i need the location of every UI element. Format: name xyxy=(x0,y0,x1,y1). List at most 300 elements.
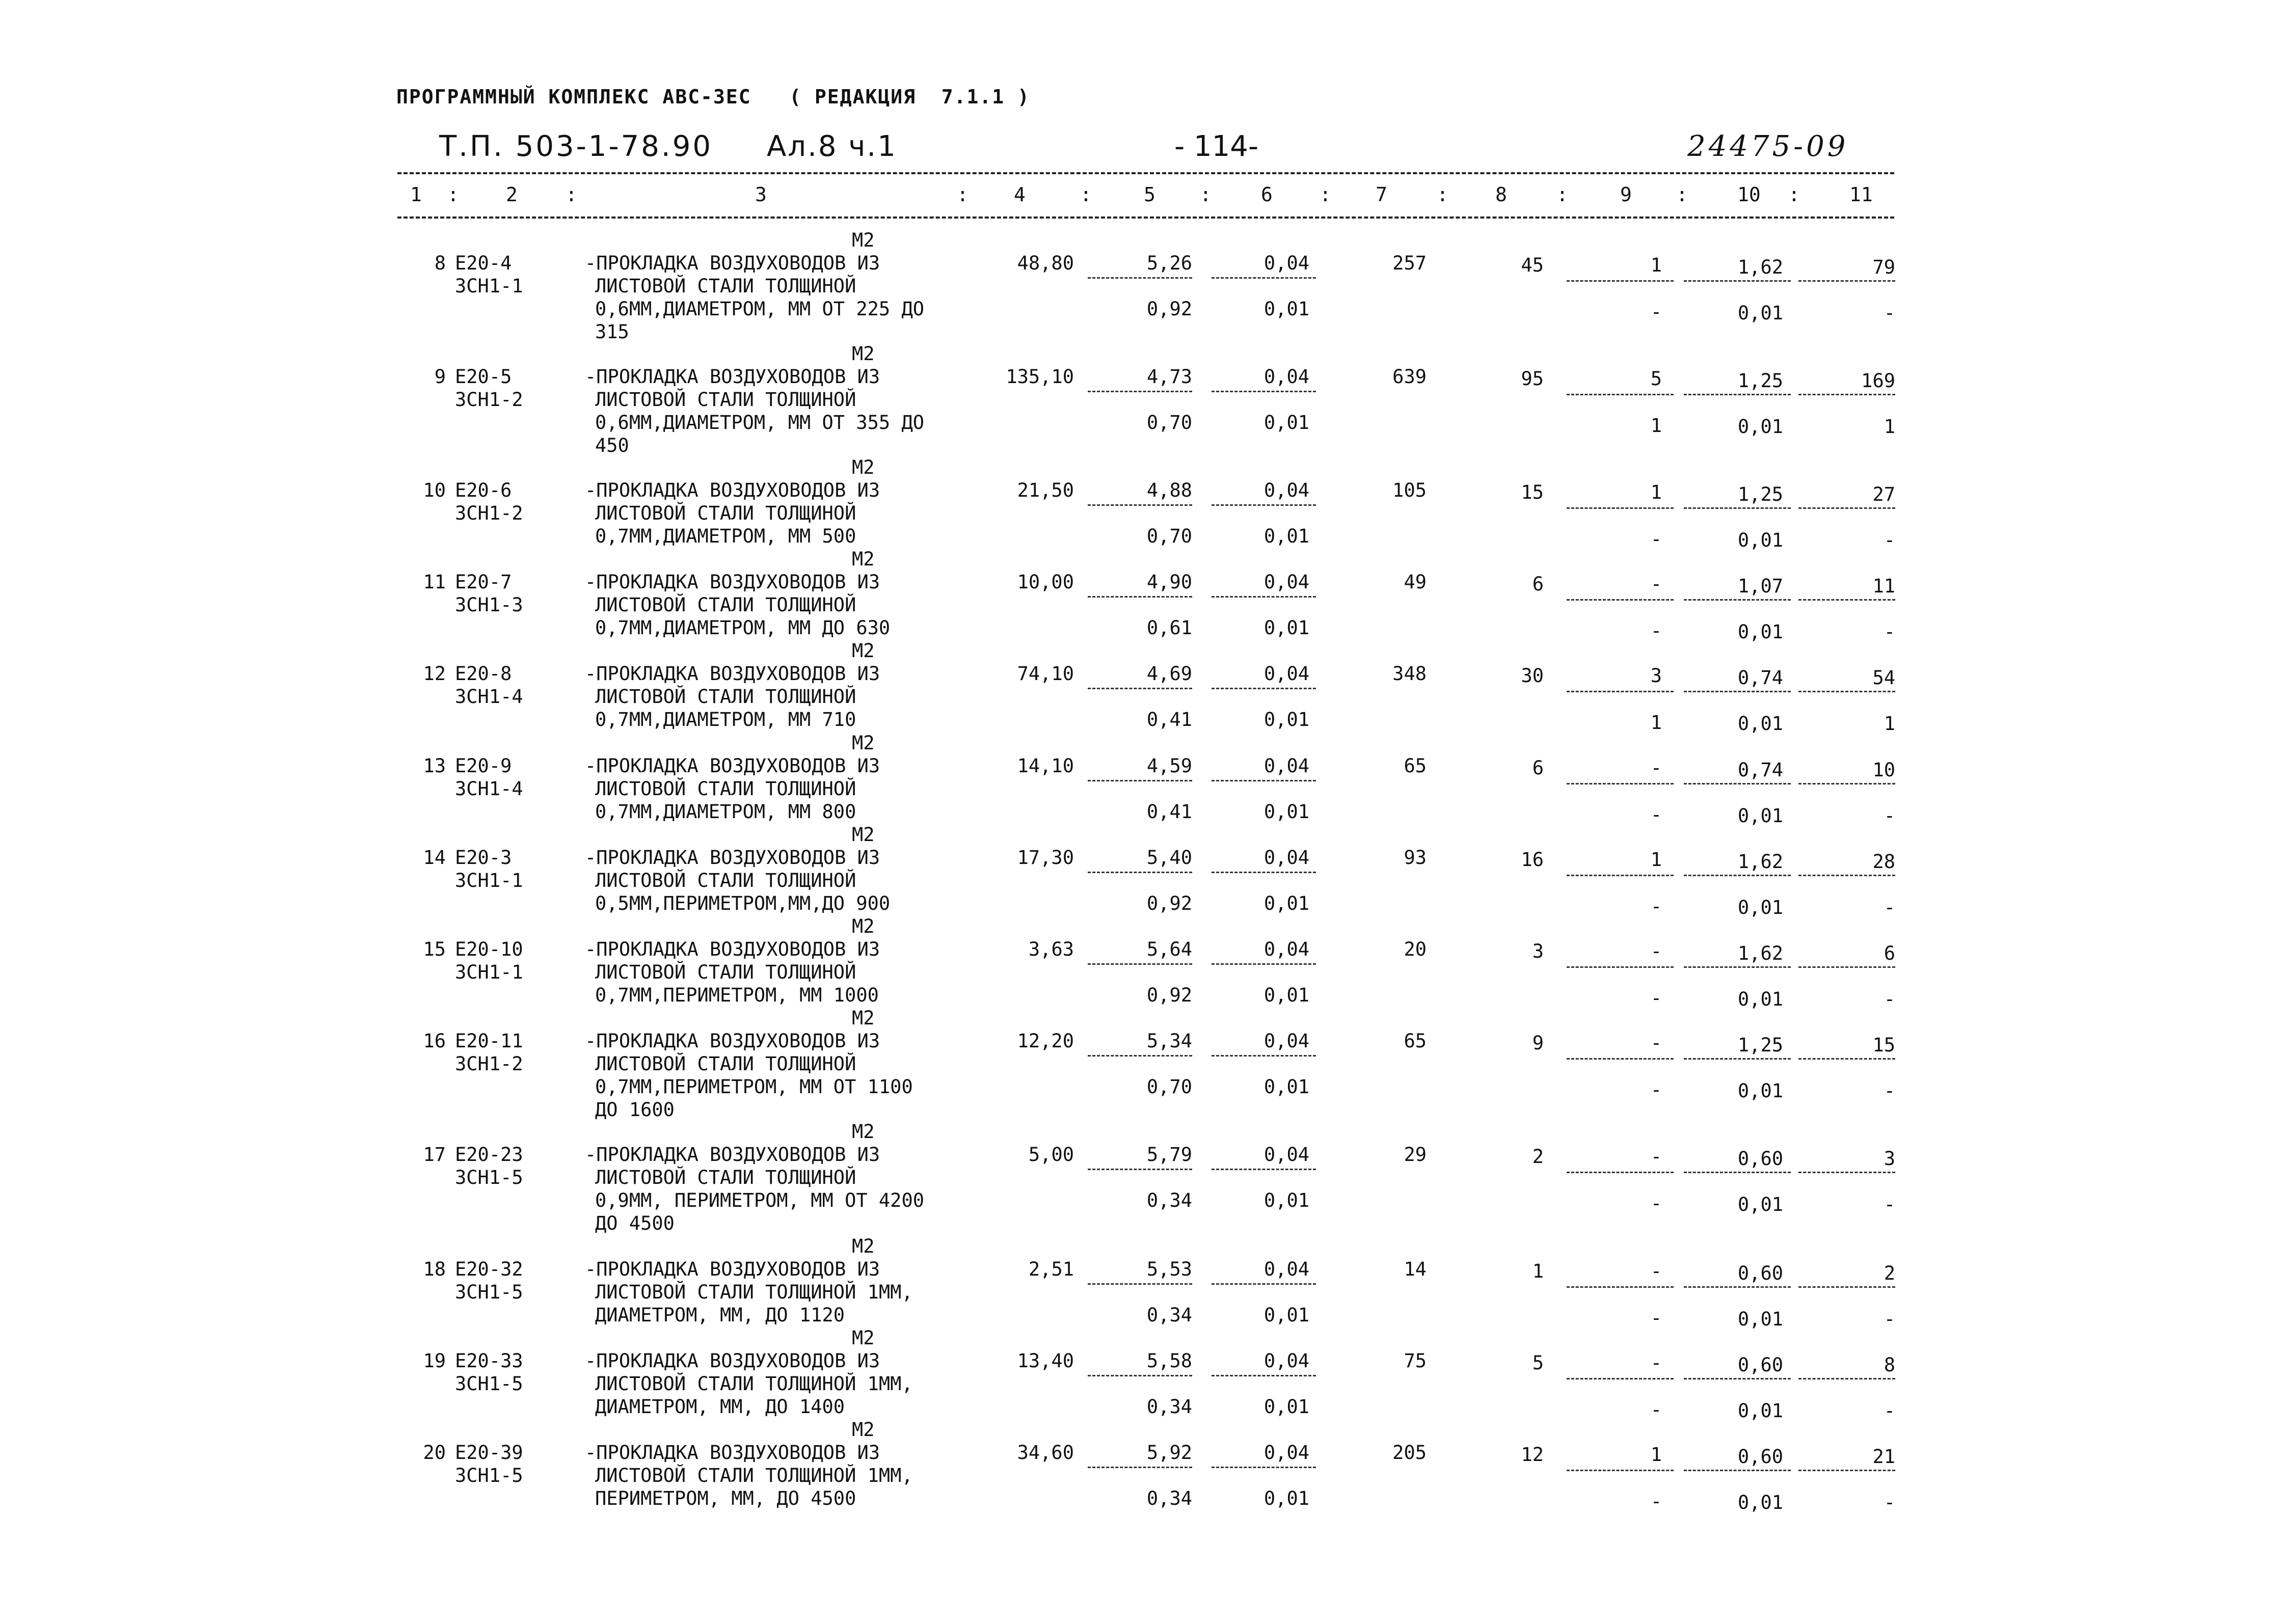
unit-label: М2 xyxy=(852,1327,875,1349)
labour-total-sub-cell: - xyxy=(1884,1080,1895,1102)
description-line: -ПРОКЛАДКА ВОЗДУХОВОДОВ ИЗ xyxy=(585,1442,880,1464)
unit-cost-sub-cell: 0,41 xyxy=(1146,801,1192,823)
fraction-line xyxy=(1212,1055,1316,1057)
fraction-line xyxy=(1684,507,1791,509)
labour-sub-cell: 0,01 xyxy=(1737,1194,1783,1215)
labour-sub-cell: 0,01 xyxy=(1737,805,1783,827)
unit-cost-sub-cell: 0,41 xyxy=(1146,709,1192,730)
fraction-line xyxy=(1088,1169,1192,1170)
fraction-line xyxy=(1798,875,1895,876)
quantity-cell: 5,00 xyxy=(1028,1144,1074,1166)
total-wage-cell: 9 xyxy=(1532,1032,1544,1054)
description-line: ЛИСТОВОЙ СТАЛИ ТОЛЩИНОЙ xyxy=(595,389,856,411)
description-line: ЛИСТОВОЙ СТАЛИ ТОЛЩИНОЙ xyxy=(595,686,856,708)
description-line: ДИАМЕТРОМ, ММ, ДО 1400 xyxy=(595,1396,845,1418)
labour-sub-cell: 0,01 xyxy=(1737,1080,1783,1102)
total-cost-cell: 205 xyxy=(1392,1442,1427,1464)
resource-code: ЗСН1-2 xyxy=(455,502,523,524)
unit-cost-sub-cell: 0,34 xyxy=(1146,1189,1192,1211)
fraction-line xyxy=(1798,783,1895,784)
column-separator: : xyxy=(1080,183,1092,206)
row-number: 20 xyxy=(423,1442,446,1464)
fraction-line xyxy=(1684,1378,1791,1379)
description-line: -ПРОКЛАДКА ВОЗДУХОВОДОВ ИЗ xyxy=(585,252,880,274)
column-separator: : xyxy=(447,183,459,206)
unit-cost-cell: 5,92 xyxy=(1146,1442,1192,1464)
labour-sub-cell: 0,01 xyxy=(1737,897,1783,918)
labour-total-sub-cell: - xyxy=(1884,897,1895,918)
row-number: 8 xyxy=(434,252,446,274)
unit-cost-cell: 5,79 xyxy=(1146,1144,1192,1166)
machine-cell: 1 xyxy=(1650,849,1662,871)
labour-total-sub-cell: - xyxy=(1884,805,1895,827)
machine-sub-cell: 1 xyxy=(1650,712,1662,734)
description-line: -ПРОКЛАДКА ВОЗДУХОВОДОВ ИЗ xyxy=(585,366,880,388)
wage-cost-cell: 0,04 xyxy=(1263,571,1309,593)
total-cost-cell: 65 xyxy=(1404,1030,1427,1052)
description-line: ЛИСТОВОЙ СТАЛИ ТОЛЩИНОЙ xyxy=(595,594,856,616)
labour-total-cell: 169 xyxy=(1861,370,1895,392)
item-code: Е20-7 xyxy=(455,571,512,593)
fraction-line xyxy=(1567,783,1674,784)
fraction-line xyxy=(1088,504,1192,506)
unit-label: М2 xyxy=(852,1419,875,1441)
column-separator: : xyxy=(957,183,969,206)
quantity-cell: 14,10 xyxy=(1017,755,1074,777)
labour-total-sub-cell: 1 xyxy=(1884,416,1895,438)
description-line: 315 xyxy=(595,321,629,343)
column-separator: : xyxy=(1788,183,1800,206)
description-line: ДО 1600 xyxy=(595,1099,675,1121)
labour-total-cell: 27 xyxy=(1872,483,1895,505)
wage-cost-sub-cell: 0,01 xyxy=(1263,1396,1309,1418)
labour-sub-cell: 0,01 xyxy=(1737,713,1783,735)
fraction-line xyxy=(1567,1286,1674,1288)
item-code: Е20-39 xyxy=(455,1442,523,1464)
labour-total-sub-cell: - xyxy=(1884,529,1895,551)
fraction-line xyxy=(1212,277,1316,279)
labour-sub-cell: 0,01 xyxy=(1737,416,1783,438)
fraction-line xyxy=(1567,966,1674,968)
total-cost-cell: 65 xyxy=(1404,755,1427,777)
machine-cell: 3 xyxy=(1650,665,1662,687)
wage-cost-cell: 0,04 xyxy=(1263,479,1309,501)
fraction-line xyxy=(1684,875,1791,876)
wage-cost-sub-cell: 0,01 xyxy=(1263,1487,1309,1509)
resource-code: ЗСН1-5 xyxy=(455,1465,523,1486)
fraction-line xyxy=(1088,596,1192,598)
fraction-line xyxy=(1212,963,1316,965)
column-header-7: 7 xyxy=(1376,183,1387,206)
labour-cell: 1,07 xyxy=(1737,575,1783,597)
fraction-line xyxy=(1567,1172,1674,1173)
description-line: ЛИСТОВОЙ СТАЛИ ТОЛЩИНОЙ xyxy=(595,961,856,983)
unit-cost-sub-cell: 0,61 xyxy=(1146,617,1192,639)
total-wage-cell: 95 xyxy=(1521,368,1544,390)
total-cost-cell: 29 xyxy=(1404,1144,1427,1166)
row-number: 15 xyxy=(423,938,446,960)
total-wage-cell: 12 xyxy=(1521,1444,1544,1466)
total-wage-cell: 6 xyxy=(1532,757,1544,779)
unit-label: М2 xyxy=(852,640,875,662)
unit-cost-cell: 5,53 xyxy=(1146,1258,1192,1280)
labour-total-cell: 11 xyxy=(1872,575,1895,597)
unit-cost-sub-cell: 0,34 xyxy=(1146,1487,1192,1509)
labour-total-cell: 3 xyxy=(1884,1148,1895,1170)
description-line: -ПРОКЛАДКА ВОЗДУХОВОДОВ ИЗ xyxy=(585,1144,880,1166)
row-number: 11 xyxy=(423,571,446,593)
total-cost-cell: 348 xyxy=(1392,663,1427,685)
description-line: 0,9ММ, ПЕРИМЕТРОМ, ММ ОТ 4200 xyxy=(595,1189,925,1211)
wage-cost-sub-cell: 0,01 xyxy=(1263,1076,1309,1098)
fraction-line xyxy=(1684,691,1791,692)
machine-cell: 1 xyxy=(1650,481,1662,503)
labour-cell: 0,60 xyxy=(1737,1148,1783,1170)
item-code: Е20-3 xyxy=(455,847,512,869)
labour-total-cell: 8 xyxy=(1884,1354,1895,1376)
unit-label: М2 xyxy=(852,548,875,570)
fraction-line xyxy=(1567,875,1674,876)
description-line: -ПРОКЛАДКА ВОЗДУХОВОДОВ ИЗ xyxy=(585,479,880,501)
row-number: 9 xyxy=(434,366,446,388)
fraction-line xyxy=(1798,1286,1895,1288)
description-line: 0,7ММ,ДИАМЕТРОМ, ММ 800 xyxy=(595,801,856,823)
column-header-1: 1 xyxy=(410,183,422,206)
description-line: ЛИСТОВОЙ СТАЛИ ТОЛЩИНОЙ 1ММ, xyxy=(595,1465,913,1486)
description-line: -ПРОКЛАДКА ВОЗДУХОВОДОВ ИЗ xyxy=(585,571,880,593)
unit-cost-cell: 4,59 xyxy=(1146,755,1192,777)
labour-total-cell: 6 xyxy=(1884,942,1895,964)
description-line: 0,7ММ,ДИАМЕТРОМ, ММ 710 xyxy=(595,709,856,730)
labour-total-cell: 54 xyxy=(1872,667,1895,689)
header-rule-bottom xyxy=(397,216,1894,219)
row-number: 12 xyxy=(423,663,446,685)
column-header-8: 8 xyxy=(1495,183,1507,206)
wage-cost-cell: 0,04 xyxy=(1263,366,1309,388)
quantity-cell: 3,63 xyxy=(1028,938,1074,960)
row-number: 10 xyxy=(423,479,446,501)
description-line: 0,7ММ,ДИАМЕТРОМ, ММ 500 xyxy=(595,525,856,547)
unit-cost-sub-cell: 0,70 xyxy=(1146,525,1192,547)
labour-cell: 1,62 xyxy=(1737,942,1783,964)
unit-cost-cell: 5,26 xyxy=(1146,252,1192,274)
total-wage-cell: 30 xyxy=(1521,665,1544,687)
fraction-line xyxy=(1798,1470,1895,1471)
unit-label: М2 xyxy=(852,1235,875,1257)
wage-cost-sub-cell: 0,01 xyxy=(1263,412,1309,434)
labour-cell: 0,60 xyxy=(1737,1354,1783,1376)
labour-sub-cell: 0,01 xyxy=(1737,1492,1783,1513)
labour-total-cell: 28 xyxy=(1872,851,1895,873)
fraction-line xyxy=(1798,507,1895,509)
wage-cost-cell: 0,04 xyxy=(1263,1258,1309,1280)
description-line: 450 xyxy=(595,435,629,456)
total-cost-cell: 14 xyxy=(1404,1258,1427,1280)
unit-label: М2 xyxy=(852,343,875,365)
fraction-line xyxy=(1567,1058,1674,1060)
labour-total-cell: 79 xyxy=(1872,256,1895,278)
fraction-line xyxy=(1798,394,1895,395)
total-cost-cell: 93 xyxy=(1404,847,1427,869)
fraction-line xyxy=(1088,872,1192,873)
unit-cost-sub-cell: 0,92 xyxy=(1146,984,1192,1006)
fraction-line xyxy=(1212,1283,1316,1285)
machine-sub-cell: - xyxy=(1650,1307,1662,1329)
labour-sub-cell: 0,01 xyxy=(1737,529,1783,551)
program-title: ПРОГРАММНЫЙ КОМПЛЕКС АВС-3ЕС ( РЕДАКЦИЯ 7.1.1 ) xyxy=(396,86,1030,108)
fraction-line xyxy=(1212,1375,1316,1376)
unit-cost-cell: 4,90 xyxy=(1146,571,1192,593)
column-header-11: 11 xyxy=(1849,183,1873,206)
unit-cost-cell: 4,69 xyxy=(1146,663,1192,685)
fraction-line xyxy=(1567,691,1674,692)
labour-total-sub-cell: - xyxy=(1884,1492,1895,1513)
resource-code: ЗСН1-5 xyxy=(455,1167,523,1188)
fraction-line xyxy=(1567,599,1674,601)
row-number: 18 xyxy=(423,1258,446,1280)
machine-sub-cell: - xyxy=(1650,528,1662,550)
column-separator: : xyxy=(1200,183,1212,206)
machine-sub-cell: - xyxy=(1650,896,1662,917)
header-rule-top xyxy=(397,172,1894,174)
total-wage-cell: 16 xyxy=(1521,849,1544,871)
fraction-line xyxy=(1798,599,1895,601)
item-code: Е20-32 xyxy=(455,1258,523,1280)
labour-total-sub-cell: - xyxy=(1884,1194,1895,1215)
labour-cell: 1,25 xyxy=(1737,1034,1783,1056)
labour-total-cell: 10 xyxy=(1872,759,1895,781)
quantity-cell: 10,00 xyxy=(1017,571,1074,593)
fraction-line xyxy=(1567,394,1674,395)
wage-cost-cell: 0,04 xyxy=(1263,1442,1309,1464)
labour-cell: 1,25 xyxy=(1737,483,1783,505)
fraction-line xyxy=(1684,783,1791,784)
wage-cost-cell: 0,04 xyxy=(1263,663,1309,685)
fraction-line xyxy=(1212,688,1316,689)
description-line: 0,7ММ,ПЕРИМЕТРОМ, ММ ОТ 1100 xyxy=(595,1076,913,1098)
description-line: ЛИСТОВОЙ СТАЛИ ТОЛЩИНОЙ 1ММ, xyxy=(595,1281,913,1303)
machine-sub-cell: 1 xyxy=(1650,415,1662,437)
labour-total-sub-cell: - xyxy=(1884,1400,1895,1422)
machine-sub-cell: - xyxy=(1650,1491,1662,1512)
fraction-line xyxy=(1684,1058,1791,1060)
column-header-2: 2 xyxy=(506,183,518,206)
machine-cell: - xyxy=(1650,1260,1662,1282)
labour-sub-cell: 0,01 xyxy=(1737,302,1783,324)
wage-cost-cell: 0,04 xyxy=(1263,755,1309,777)
labour-cell: 1,62 xyxy=(1737,256,1783,278)
item-code: Е20-9 xyxy=(455,755,512,777)
labour-cell: 1,25 xyxy=(1737,370,1783,392)
total-cost-cell: 75 xyxy=(1404,1350,1427,1372)
unit-cost-cell: 4,88 xyxy=(1146,479,1192,501)
labour-total-sub-cell: - xyxy=(1884,1308,1895,1330)
wage-cost-sub-cell: 0,01 xyxy=(1263,298,1309,320)
machine-cell: 1 xyxy=(1650,1444,1662,1466)
total-cost-cell: 257 xyxy=(1392,252,1427,274)
unit-cost-cell: 5,58 xyxy=(1146,1350,1192,1372)
labour-cell: 1,62 xyxy=(1737,851,1783,873)
wage-cost-sub-cell: 0,01 xyxy=(1263,525,1309,547)
total-cost-cell: 20 xyxy=(1404,938,1427,960)
sheet-label: Ал.8 ч.1 xyxy=(767,130,897,163)
fraction-line xyxy=(1212,391,1316,392)
machine-sub-cell: - xyxy=(1650,804,1662,826)
fraction-line xyxy=(1798,280,1895,282)
description-line: ЛИСТОВОЙ СТАЛИ ТОЛЩИНОЙ xyxy=(595,502,856,524)
fraction-line xyxy=(1212,780,1316,781)
labour-sub-cell: 0,01 xyxy=(1737,1308,1783,1330)
fraction-line xyxy=(1212,504,1316,506)
description-line: -ПРОКЛАДКА ВОЗДУХОВОДОВ ИЗ xyxy=(585,1030,880,1052)
wage-cost-sub-cell: 0,01 xyxy=(1263,709,1309,730)
unit-label: М2 xyxy=(852,915,875,937)
unit-cost-sub-cell: 0,92 xyxy=(1146,892,1192,914)
unit-label: М2 xyxy=(852,1007,875,1029)
item-code: Е20-11 xyxy=(455,1030,523,1052)
description-line: ЛИСТОВОЙ СТАЛИ ТОЛЩИНОЙ xyxy=(595,1053,856,1075)
total-cost-cell: 639 xyxy=(1392,366,1427,388)
fraction-line xyxy=(1088,963,1192,965)
fraction-line xyxy=(1088,1467,1192,1468)
wage-cost-cell: 0,04 xyxy=(1263,1144,1309,1166)
description-line: 0,7ММ,ДИАМЕТРОМ, ММ ДО 630 xyxy=(595,617,891,639)
row-number: 19 xyxy=(423,1350,446,1372)
fraction-line xyxy=(1684,1172,1791,1173)
description-line: -ПРОКЛАДКА ВОЗДУХОВОДОВ ИЗ xyxy=(585,1350,880,1372)
item-code: Е20-5 xyxy=(455,366,512,388)
quantity-cell: 21,50 xyxy=(1017,479,1074,501)
fraction-line xyxy=(1684,966,1791,968)
machine-cell: - xyxy=(1650,1146,1662,1168)
unit-label: М2 xyxy=(852,824,875,846)
unit-cost-sub-cell: 0,34 xyxy=(1146,1396,1192,1418)
fraction-line xyxy=(1684,599,1791,601)
unit-cost-sub-cell: 0,70 xyxy=(1146,412,1192,434)
description-line: ЛИСТОВОЙ СТАЛИ ТОЛЩИНОЙ xyxy=(595,1167,856,1188)
wage-cost-sub-cell: 0,01 xyxy=(1263,1189,1309,1211)
machine-cell: - xyxy=(1650,1032,1662,1054)
item-code: Е20-6 xyxy=(455,479,512,501)
fraction-line xyxy=(1088,391,1192,392)
column-separator: : xyxy=(1556,183,1568,206)
column-separator: : xyxy=(566,183,577,206)
fraction-line xyxy=(1798,1058,1895,1060)
fraction-line xyxy=(1088,1055,1192,1057)
total-wage-cell: 45 xyxy=(1521,254,1544,276)
labour-sub-cell: 0,01 xyxy=(1737,621,1783,643)
labour-cell: 0,74 xyxy=(1737,759,1783,781)
project-code: Т.П. 503-1-78.90 xyxy=(439,130,713,163)
fraction-line xyxy=(1088,780,1192,781)
fraction-line xyxy=(1798,966,1895,968)
quantity-cell: 12,20 xyxy=(1017,1030,1074,1052)
resource-code: ЗСН1-4 xyxy=(455,686,523,708)
wage-cost-cell: 0,04 xyxy=(1263,847,1309,869)
description-line: ДИАМЕТРОМ, ММ, ДО 1120 xyxy=(595,1304,845,1326)
fraction-line xyxy=(1088,688,1192,689)
machine-sub-cell: - xyxy=(1650,1079,1662,1101)
description-line: 0,6ММ,ДИАМЕТРОМ, ММ ОТ 225 ДО xyxy=(595,298,925,320)
description-line: -ПРОКЛАДКА ВОЗДУХОВОДОВ ИЗ xyxy=(585,663,880,685)
wage-cost-cell: 0,04 xyxy=(1263,252,1309,274)
resource-code: ЗСН1-2 xyxy=(455,1053,523,1075)
quantity-cell: 13,40 xyxy=(1017,1350,1074,1372)
description-line: ЛИСТОВОЙ СТАЛИ ТОЛЩИНОЙ xyxy=(595,778,856,800)
labour-cell: 0,60 xyxy=(1737,1446,1783,1468)
column-header-10: 10 xyxy=(1737,183,1761,206)
document-number: 24475-09 xyxy=(1687,130,1849,163)
column-header-3: 3 xyxy=(755,183,767,206)
fraction-line xyxy=(1567,280,1674,282)
row-number: 14 xyxy=(423,847,446,869)
machine-cell: 5 xyxy=(1650,368,1662,390)
fraction-line xyxy=(1212,1169,1316,1170)
description-line: ЛИСТОВОЙ СТАЛИ ТОЛЩИНОЙ 1ММ, xyxy=(595,1373,913,1395)
wage-cost-sub-cell: 0,01 xyxy=(1263,984,1309,1006)
description-line: 0,6ММ,ДИАМЕТРОМ, ММ ОТ 355 ДО xyxy=(595,412,925,434)
labour-total-sub-cell: - xyxy=(1884,302,1895,324)
wage-cost-cell: 0,04 xyxy=(1263,1030,1309,1052)
unit-label: М2 xyxy=(852,229,875,251)
row-number: 17 xyxy=(423,1144,446,1166)
unit-label: М2 xyxy=(852,1121,875,1143)
column-separator: : xyxy=(1676,183,1688,206)
description-line: ПЕРИМЕТРОМ, ММ, ДО 4500 xyxy=(595,1487,856,1509)
total-wage-cell: 5 xyxy=(1532,1352,1544,1374)
column-header-4: 4 xyxy=(1014,183,1026,206)
unit-cost-cell: 5,64 xyxy=(1146,938,1192,960)
quantity-cell: 74,10 xyxy=(1017,663,1074,685)
page-number: - 114- xyxy=(1174,130,1259,163)
item-code: Е20-33 xyxy=(455,1350,523,1372)
machine-sub-cell: - xyxy=(1650,620,1662,642)
column-separator: : xyxy=(1437,183,1448,206)
total-wage-cell: 1 xyxy=(1532,1260,1544,1282)
total-wage-cell: 6 xyxy=(1532,573,1544,595)
labour-cell: 0,60 xyxy=(1737,1262,1783,1284)
description-line: 0,7ММ,ПЕРИМЕТРОМ, ММ 1000 xyxy=(595,984,879,1006)
description-line: ДО 4500 xyxy=(595,1212,675,1234)
machine-cell: - xyxy=(1650,940,1662,962)
resource-code: ЗСН1-5 xyxy=(455,1281,523,1303)
quantity-cell: 2,51 xyxy=(1028,1258,1074,1280)
resource-code: ЗСН1-1 xyxy=(455,870,523,891)
labour-total-cell: 2 xyxy=(1884,1262,1895,1284)
unit-label: М2 xyxy=(852,732,875,754)
fraction-line xyxy=(1088,1375,1192,1376)
machine-sub-cell: - xyxy=(1650,1193,1662,1214)
wage-cost-sub-cell: 0,01 xyxy=(1263,1304,1309,1326)
total-cost-cell: 49 xyxy=(1404,571,1427,593)
fraction-line xyxy=(1684,280,1791,282)
fraction-line xyxy=(1212,596,1316,598)
quantity-cell: 17,30 xyxy=(1017,847,1074,869)
fraction-line xyxy=(1798,1172,1895,1173)
total-wage-cell: 3 xyxy=(1532,940,1544,962)
labour-total-cell: 21 xyxy=(1872,1446,1895,1468)
unit-cost-cell: 5,34 xyxy=(1146,1030,1192,1052)
total-cost-cell: 105 xyxy=(1392,479,1427,501)
wage-cost-sub-cell: 0,01 xyxy=(1263,892,1309,914)
fraction-line xyxy=(1567,1378,1674,1379)
resource-code: ЗСН1-3 xyxy=(455,594,523,616)
description-line: -ПРОКЛАДКА ВОЗДУХОВОДОВ ИЗ xyxy=(585,755,880,777)
labour-total-sub-cell: 1 xyxy=(1884,713,1895,735)
column-header-6: 6 xyxy=(1261,183,1273,206)
item-code: Е20-23 xyxy=(455,1144,523,1166)
row-number: 13 xyxy=(423,755,446,777)
